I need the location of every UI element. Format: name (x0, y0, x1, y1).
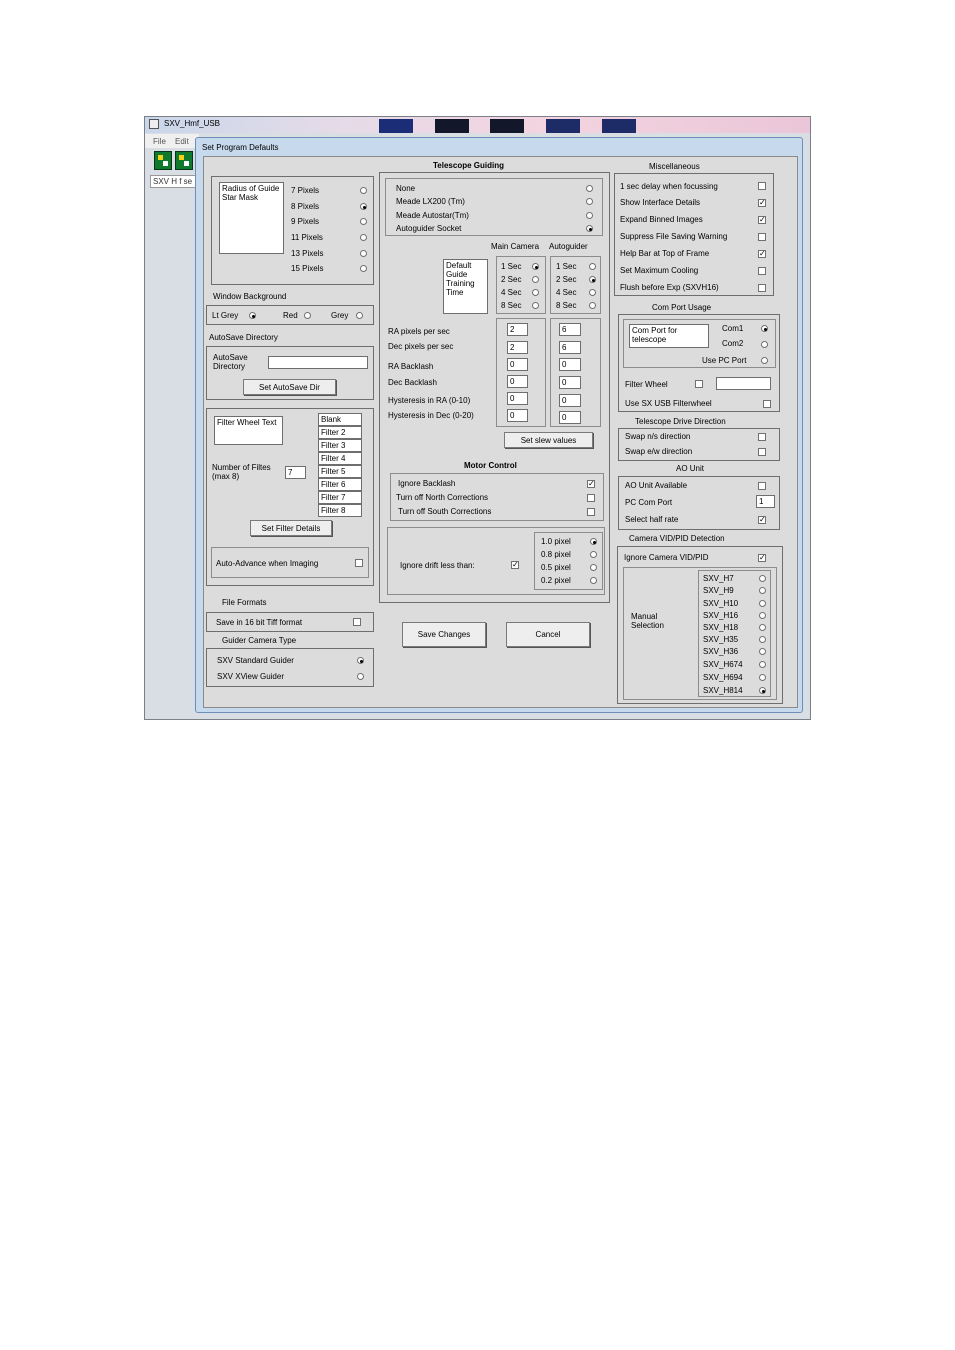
misc-option-label: Expand Binned Images (620, 215, 703, 224)
main-time-radio-1[interactable] (532, 263, 539, 270)
toolbar-guide-icon[interactable] (175, 151, 193, 170)
camera-option-label: SXV_H16 (703, 611, 739, 620)
misc-heading: Miscellaneous (649, 162, 700, 171)
main-time-radio-4[interactable] (532, 289, 539, 296)
mask-radio-11[interactable] (360, 234, 367, 241)
main-camera-heading: Main Camera (491, 242, 540, 251)
ignore-backlash-checkbox[interactable]: ✓ (588, 479, 595, 488)
guider-xview-radio[interactable] (357, 673, 364, 680)
ao-half-rate-label: Select half rate (625, 515, 679, 524)
filter-count-input[interactable] (285, 466, 306, 479)
set-slew-values-button[interactable]: Set slew values (504, 432, 593, 448)
auto-time-label: 8 Sec (556, 301, 577, 310)
swap-ns-checkbox[interactable] (758, 433, 766, 441)
drift-radio-1-0[interactable] (590, 538, 597, 545)
dec-backlash-auto-input[interactable] (559, 376, 581, 389)
drift-radio-0-8[interactable] (590, 551, 597, 558)
toolbar-camera-icon[interactable] (154, 151, 172, 170)
help-bar-checkbox[interactable]: ✓ (759, 249, 766, 258)
main-time-label: 8 Sec (501, 301, 522, 310)
app-title-bar (145, 117, 810, 133)
com-option-label: Com2 (722, 339, 744, 348)
bg-radio-grey[interactable] (356, 312, 363, 319)
guider-camera-heading: Guider Camera Type (222, 636, 297, 645)
ra-rate-main-input[interactable] (507, 323, 528, 336)
guider-standard-radio[interactable] (357, 657, 364, 664)
mask-option-label: 13 Pixels (291, 249, 324, 258)
camera-option-label: SXV_H18 (703, 623, 739, 632)
drift-radio-0-5[interactable] (590, 564, 597, 571)
autosave-heading: AutoSave Directory (209, 333, 278, 342)
camera-option-label: SXV_H674 (703, 660, 743, 669)
param-label: RA Backlash (388, 362, 434, 371)
mount-radio-none[interactable] (586, 185, 593, 192)
guider-option-label: SXV XView Guider (217, 672, 284, 681)
param-label: Dec pixels per sec (388, 342, 454, 351)
telescope-guiding-heading: Telescope Guiding (433, 161, 504, 170)
ignore-drift-checkbox[interactable]: ✓ (512, 560, 519, 569)
desktop-thumbnail (602, 119, 636, 133)
main-time-radio-2[interactable] (532, 276, 539, 283)
misc-option-label: 1 sec delay when focussing (620, 182, 718, 191)
file-formats-heading: File Formats (222, 598, 267, 607)
param-label: RA pixels per sec (388, 327, 450, 336)
auto-time-label: 2 Sec (556, 275, 577, 284)
auto-advance-checkbox[interactable] (355, 559, 363, 567)
mask-option-label: 15 Pixels (291, 264, 324, 273)
auto-time-radio-1[interactable] (589, 263, 596, 270)
drive-option-label: Swap n/s direction (625, 432, 691, 441)
com-option-label: Com1 (722, 324, 744, 333)
auto-time-radio-8[interactable] (589, 302, 596, 309)
menu-file[interactable]: File (153, 137, 166, 146)
mount-radio-lx200[interactable] (586, 198, 593, 205)
vidpid-heading: Camera VID/PID Detection (629, 534, 725, 543)
filter-name-input[interactable] (318, 439, 362, 452)
filter-wheel-label: Filter Wheel (625, 380, 668, 389)
camera-radio-h35[interactable] (759, 636, 766, 643)
motor-control-heading: Motor Control (464, 461, 517, 470)
dec-rate-auto-input[interactable] (559, 341, 581, 354)
ra-rate-auto-input[interactable] (559, 323, 581, 336)
ao-port-input[interactable] (756, 495, 775, 508)
drive-option-label: Swap e/w direction (625, 447, 693, 456)
motor-option-label: Turn off South Corrections (398, 507, 492, 516)
dec-backlash-main-input[interactable] (507, 375, 528, 388)
expand-binned-checkbox[interactable]: ✓ (759, 215, 766, 224)
save-changes-button[interactable]: Save Changes (402, 622, 486, 647)
guider-option-label: SXV Standard Guider (217, 656, 294, 665)
motor-option-label: Turn off North Corrections (396, 493, 489, 502)
ao-available-checkbox[interactable] (758, 482, 766, 490)
app-title: SXV_Hmf_USB (164, 119, 221, 128)
pc-port-radio[interactable] (761, 357, 768, 364)
auto-time-label: 4 Sec (556, 288, 577, 297)
ra-hysteresis-auto-input[interactable] (559, 394, 581, 407)
camera-option-label: SXV_H10 (703, 599, 739, 608)
misc-option-label: Flush before Exp (SXVH16) (620, 283, 719, 292)
auto-time-radio-4[interactable] (589, 289, 596, 296)
motor-option-label: Ignore Backlash (398, 479, 456, 488)
camera-radio-h9[interactable] (759, 587, 766, 594)
mask-radio-8[interactable] (360, 203, 367, 210)
app-icon (149, 119, 159, 129)
camera-option-label: SXV_H36 (703, 647, 739, 656)
bg-option-label: Grey (331, 311, 349, 320)
misc-option-label: Suppress File Saving Warning (620, 232, 728, 241)
dec-hysteresis-auto-input[interactable] (559, 411, 581, 424)
autosave-directory-input[interactable] (268, 356, 368, 369)
usb-filterwheel-checkbox[interactable] (763, 400, 771, 408)
dec-rate-main-input[interactable] (507, 341, 528, 354)
camera-radio-h814[interactable] (759, 687, 766, 694)
com-port-telescope-label: Com Port for telescope (629, 324, 709, 348)
usb-filterwheel-label: Use SX USB Filterwheel (625, 399, 712, 408)
mount-option-label: None (396, 184, 416, 193)
filter-name-input[interactable] (318, 504, 362, 517)
autoguider-heading: Autoguider (549, 242, 588, 251)
app-status-text: SXV H f se (153, 177, 193, 186)
param-label: Dec Backlash (388, 378, 437, 387)
mask-option-label: 11 Pixels (291, 233, 323, 242)
camera-radio-h10[interactable] (759, 600, 766, 607)
ra-backlash-auto-input[interactable] (559, 358, 581, 371)
filter-name-input[interactable] (318, 426, 362, 439)
desktop-thumbnail (490, 119, 524, 133)
camera-option-label: SXV_H694 (703, 673, 743, 682)
camera-radio-h16[interactable] (759, 612, 766, 619)
drift-option-label: 1.0 pixel (541, 537, 571, 546)
filter-wheel-port-input[interactable] (716, 377, 771, 390)
dialog-title: Set Program Defaults (202, 143, 279, 152)
bg-radio-ltgrey[interactable] (249, 312, 256, 319)
mask-option-label: 9 Pixels (291, 217, 320, 226)
menu-edit[interactable]: Edit (175, 137, 189, 146)
ra-hysteresis-main-input[interactable] (507, 392, 528, 405)
main-time-label: 2 Sec (501, 275, 522, 284)
mount-option-label: Autoguider Socket (396, 224, 462, 233)
tiff-label: Save in 16 bit Tiff format (216, 618, 303, 627)
window-background-heading: Window Background (213, 292, 287, 301)
param-label: Hysteresis in RA (0-10) (388, 396, 471, 405)
bg-option-label: Lt Grey (212, 311, 239, 320)
set-filter-details-button[interactable]: Set Filter Details (250, 520, 332, 536)
mask-radio-9[interactable] (360, 218, 367, 225)
drift-option-label: 0.5 pixel (541, 563, 571, 572)
flush-checkbox[interactable] (758, 284, 766, 292)
autosave-label: AutoSave Directory (213, 353, 248, 371)
ignore-vidpid-checkbox[interactable]: ✓ (759, 553, 766, 562)
drift-label: Ignore drift less than: (400, 561, 475, 570)
ignore-vidpid-label: Ignore Camera VID/PID (624, 553, 709, 562)
ao-unit-heading: AO Unit (676, 464, 705, 473)
training-time-label: Default Guide Training Time (443, 259, 488, 314)
camera-option-label: SXV_H35 (703, 635, 739, 644)
mount-option-label: Meade LX200 (Tm) (396, 197, 465, 206)
mask-option-label: 8 Pixels (291, 202, 320, 211)
camera-option-label: SXV_H814 (703, 686, 743, 695)
mount-radio-autostar[interactable] (586, 212, 593, 219)
suppress-warning-checkbox[interactable] (758, 233, 766, 241)
misc-option-label: Set Maximum Cooling (620, 266, 699, 275)
auto-time-label: 1 Sec (556, 262, 577, 271)
main-time-radio-8[interactable] (532, 302, 539, 309)
com1-radio[interactable] (761, 325, 768, 332)
camera-radio-h36[interactable] (759, 648, 766, 655)
cancel-button[interactable]: Cancel (506, 622, 590, 647)
max-cooling-checkbox[interactable] (758, 267, 766, 275)
filter-name-input[interactable] (318, 465, 362, 478)
auto-advance-label: Auto-Advance when Imaging (216, 559, 319, 568)
com-option-label: Use PC Port (702, 356, 747, 365)
main-time-label: 4 Sec (501, 288, 522, 297)
mask-radio-7[interactable] (360, 187, 367, 194)
ao-port-label: PC Com Port (625, 498, 673, 507)
filter-wheel-checkbox[interactable] (695, 380, 703, 388)
param-label: Hysteresis in Dec (0-20) (388, 411, 474, 420)
filter-name-input[interactable] (318, 478, 362, 491)
interface-details-checkbox[interactable]: ✓ (759, 198, 766, 207)
misc-option-label: Show Interface Details (620, 198, 701, 207)
com-port-heading: Com Port Usage (652, 303, 712, 312)
manual-selection-label: Manual Selection (631, 612, 664, 630)
misc-option-label: Help Bar at Top of Frame (620, 249, 710, 258)
desktop-thumbnail (546, 119, 580, 133)
desktop-thumbnail (379, 119, 413, 133)
camera-radio-h694[interactable] (759, 674, 766, 681)
focus-delay-checkbox[interactable] (758, 182, 766, 190)
camera-option-label: SXV_H7 (703, 574, 734, 583)
mask-radio-13[interactable] (360, 250, 367, 257)
camera-radio-h18[interactable] (759, 624, 766, 631)
filter-name-input[interactable] (318, 452, 362, 465)
camera-option-label: SXV_H9 (703, 586, 734, 595)
auto-time-radio-2[interactable] (589, 276, 596, 283)
mask-radius-label: Radius of Guide Star Mask (219, 182, 284, 254)
set-autosave-dir-button[interactable]: Set AutoSave Dir (243, 379, 336, 395)
ao-half-rate-checkbox[interactable]: ✓ (759, 515, 766, 524)
main-time-label: 1 Sec (501, 262, 522, 271)
com2-radio[interactable] (761, 341, 768, 348)
filter-wheel-text-label: Filter Wheel Text (214, 416, 283, 445)
swap-ew-checkbox[interactable] (758, 448, 766, 456)
mount-option-label: Meade Autostar(Tm) (396, 211, 469, 220)
mount-radio-autoguider[interactable] (586, 225, 593, 232)
mask-radio-15[interactable] (360, 265, 367, 272)
filter-name-input[interactable] (318, 413, 362, 426)
south-corrections-checkbox[interactable] (587, 508, 595, 516)
dec-hysteresis-main-input[interactable] (507, 409, 528, 422)
north-corrections-checkbox[interactable] (587, 494, 595, 502)
camera-radio-h674[interactable] (759, 661, 766, 668)
filter-count-label: Number of Filtes (max 8) (212, 463, 271, 481)
drift-option-label: 0.2 pixel (541, 576, 571, 585)
tiff-checkbox[interactable] (353, 618, 361, 626)
bg-option-label: Red (283, 311, 298, 320)
mask-option-label: 7 Pixels (291, 186, 320, 195)
desktop-thumbnail (435, 119, 469, 133)
camera-radio-h7[interactable] (759, 575, 766, 582)
filter-name-input[interactable] (318, 491, 362, 504)
drift-option-label: 0.8 pixel (541, 550, 571, 559)
bg-radio-red[interactable] (304, 312, 311, 319)
ao-available-label: AO Unit Available (625, 481, 688, 490)
ra-backlash-main-input[interactable] (507, 358, 528, 371)
drive-direction-heading: Telescope Drive Direction (635, 417, 726, 426)
drift-radio-0-2[interactable] (590, 577, 597, 584)
